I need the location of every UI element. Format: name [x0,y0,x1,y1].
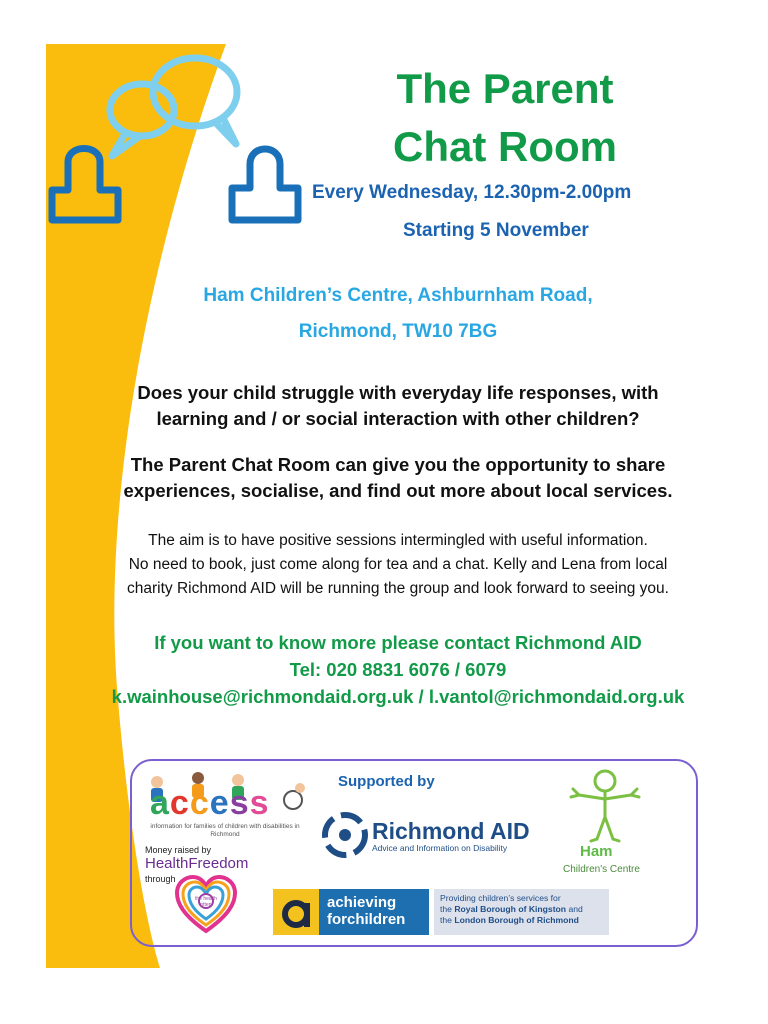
offer-line-1: The Parent Chat Room can give you the opportunity to share [130,454,666,475]
offer-line-2: experiences, socialise, and find out more about local services. [123,480,673,501]
afc-desc-richmond: London Borough of Richmond [454,915,579,925]
title-line-1: The Parent [396,65,614,112]
money-raised-text: Money raised by [145,845,212,855]
title-line-2: Chat Room [393,123,617,170]
richmond-aid-logo-text: Richmond AID [372,818,530,844]
health-lottery-label: the health lottery [195,896,217,908]
afc-desc-pre-2: the [440,915,455,925]
contact-block [40,629,756,710]
afc-desc-line-1: Providing children’s services for [440,893,561,903]
health-freedom-logo: HealthFreedom [145,855,249,872]
afc-a-icon [273,889,319,935]
info-line-3: charity Richmond AID will be running the group and look forward to seeing you. [127,580,669,597]
schedule-text: Every Wednesday, 12.30pm-2.00pm [312,182,632,203]
afc-logo-text [327,894,405,928]
afc-line-1: achieving [327,894,397,911]
afc-desc-and: and [566,904,583,914]
contact-phone[interactable]: Tel: 020 8831 6076 / 6079 [289,659,507,680]
info-line-1: The aim is to have positive sessions intermingled with useful information. [148,532,648,549]
access-letter: e [209,784,230,822]
afc-desc-kingston: Royal Borough of Kingston [454,904,567,914]
afc-description [440,893,608,926]
question-paragraph [60,380,736,432]
contact-emails[interactable]: k.wainhouse@richmondaid.org.uk / l.vantol@richmondaid.org.uk [111,686,685,707]
chat-people-icon [40,40,310,240]
access-letter: c [189,784,210,822]
venue-line-1: Ham Children’s Centre, Ashburnham Road, [203,285,593,306]
question-line-2: learning and / or social interaction with other children? [156,408,640,429]
access-letter: a [150,784,170,822]
offer-paragraph [60,452,736,504]
info-line-2: No need to book, just come along for tea and a chat. Kelly and Lena from local [128,556,668,573]
start-date-text: Starting 5 November [403,220,589,241]
through-text: through [145,874,176,884]
richmond-aid-icon [320,812,370,858]
ham-subtitle: Children's Centre [563,864,640,875]
richmond-aid-tagline: Advice and Information on Disability [372,843,508,853]
afc-line-2: forchildren [327,911,406,928]
access-tagline: information for families of children with disabilities in Richmond [150,823,300,838]
info-paragraph [60,529,736,601]
contact-heading: If you want to know more please contact Richmond AID [154,632,642,653]
venue-line-2: Richmond, TW10 7BG [298,321,498,342]
question-line-1: Does your child struggle with everyday life responses, with [137,382,659,403]
access-letter: s [229,784,250,822]
supported-by-heading: Supported by [338,773,435,790]
access-logo-word [150,784,270,823]
afc-desc-pre: the [440,904,455,914]
ham-figure-icon [565,765,645,845]
access-letter: c [169,784,190,822]
access-letter: s [249,784,270,822]
ham-logo-text: Ham [580,843,613,860]
